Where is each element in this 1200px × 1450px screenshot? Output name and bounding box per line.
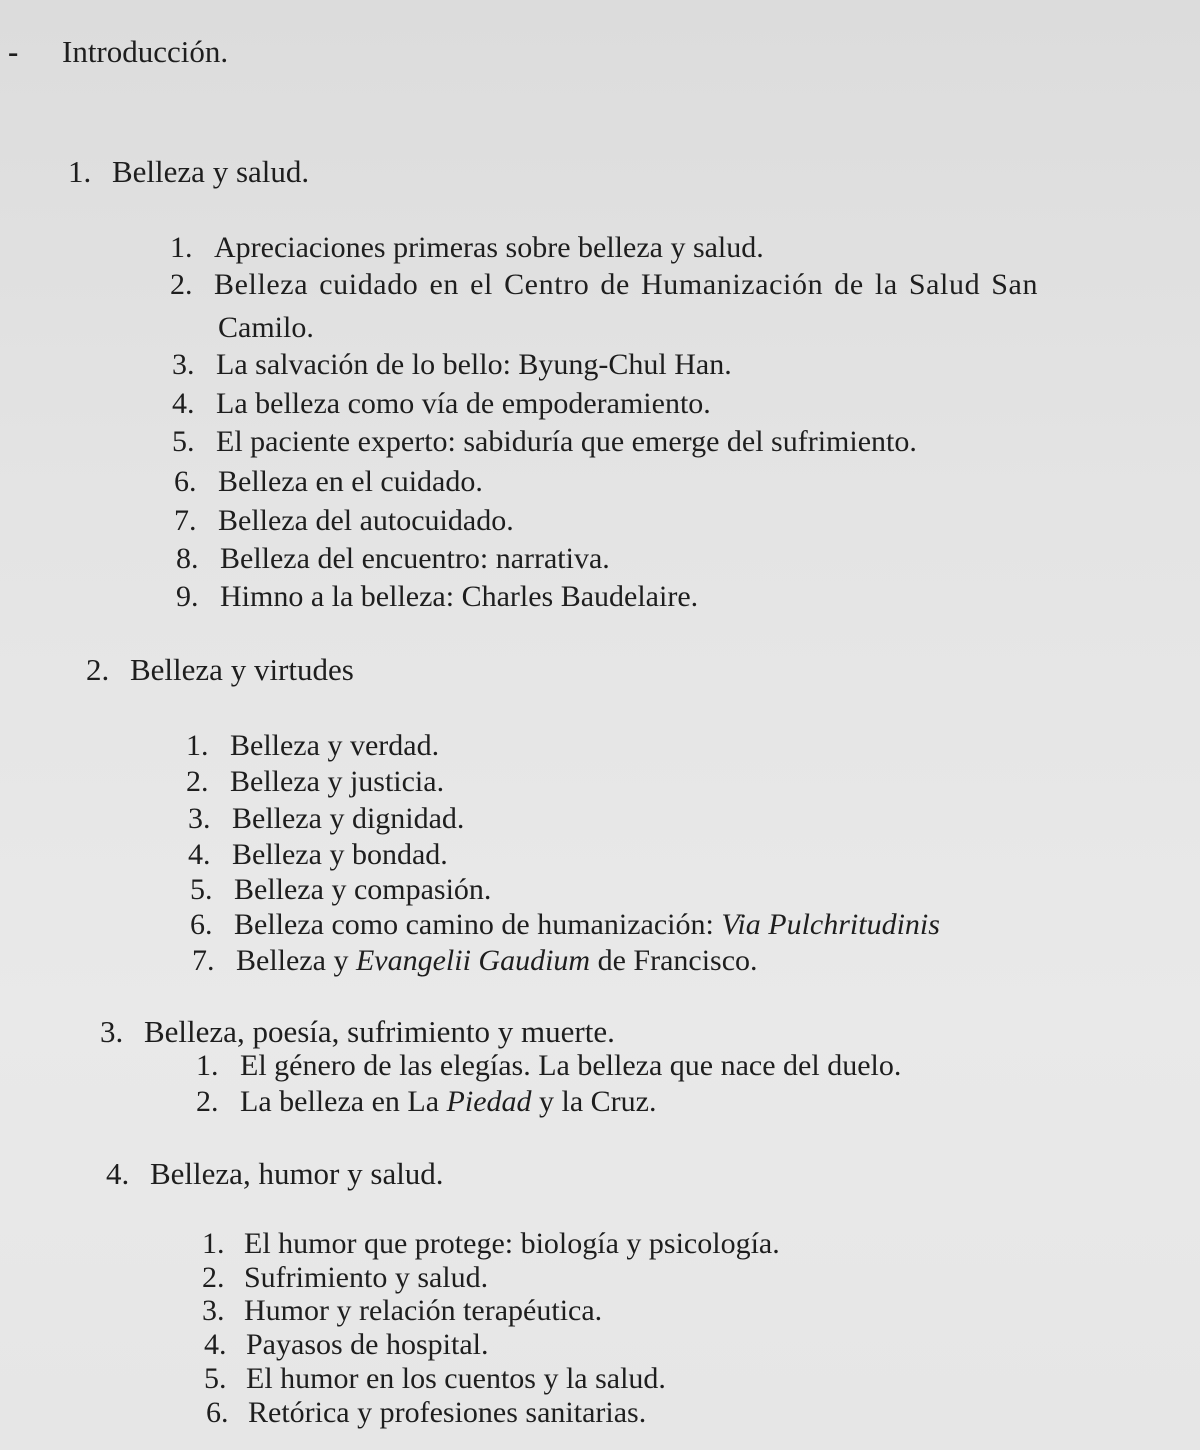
list-item <box>188 801 464 837</box>
list-item <box>190 907 940 943</box>
item-text: Humor y relación terapéutica. <box>244 1294 603 1327</box>
list-item-continuation: Camilo. <box>218 311 314 344</box>
list-item <box>174 464 483 500</box>
item-text: El humor en los cuentos y la salud. <box>246 1362 666 1395</box>
item-text: Apreciaciones primeras sobre belleza y salud. <box>214 231 764 264</box>
list-item <box>188 837 448 873</box>
list-item <box>206 1395 646 1431</box>
intro-bullet: - <box>8 34 19 69</box>
item-text: Retórica y profesiones sanitarias. <box>248 1396 647 1429</box>
item-number: 9. <box>176 580 199 613</box>
item-text: Belleza cuidado en el Centro de Humanización de la Salud San <box>214 268 1039 301</box>
item-text: Belleza y compasión. <box>234 873 492 906</box>
item-number: 5. <box>172 425 195 458</box>
item-number: 5. <box>204 1362 227 1395</box>
item-text: Himno a la belleza: Charles Baudelaire. <box>220 580 699 613</box>
item-text: La belleza en La <box>240 1085 447 1118</box>
list-item <box>196 1048 901 1084</box>
item-number: 4. <box>204 1328 227 1361</box>
intro-heading: Introducción. <box>62 34 229 69</box>
item-number: 3. <box>202 1294 225 1327</box>
list-item <box>190 872 491 908</box>
list-item <box>174 503 514 539</box>
list-item <box>172 424 917 460</box>
item-number: 6. <box>206 1396 229 1429</box>
item-italic-text: Piedad <box>446 1085 532 1118</box>
section-heading <box>106 1156 444 1192</box>
item-number: 2. <box>186 765 209 798</box>
item-number: 4. <box>188 838 211 871</box>
item-text: La salvación de lo bello: Byung-Chul Han. <box>216 348 732 381</box>
list-item <box>204 1361 666 1397</box>
section-title: Belleza y salud. <box>112 154 310 189</box>
list-item <box>202 1260 488 1296</box>
list-item <box>196 1084 656 1120</box>
section-title: Belleza y virtudes <box>130 652 354 687</box>
section-number: 1. <box>68 154 92 189</box>
item-text: Belleza en el cuidado. <box>218 465 483 498</box>
item-number: 5. <box>190 873 213 906</box>
item-text: Belleza del encuentro: narrativa. <box>220 542 610 575</box>
section-number: 2. <box>86 652 110 687</box>
item-number: 2. <box>170 268 193 301</box>
item-text: El humor que protege: biología y psicología. <box>244 1227 780 1260</box>
list-item <box>170 230 764 266</box>
section-heading <box>100 1014 615 1050</box>
item-number: 1. <box>186 729 209 762</box>
list-item <box>172 347 732 383</box>
section-heading <box>86 652 354 688</box>
item-text-after: de Francisco. <box>590 944 758 977</box>
list-item <box>186 728 439 764</box>
section-heading <box>68 154 309 190</box>
list-item <box>172 386 711 422</box>
list-item <box>186 764 444 800</box>
item-number: 1. <box>202 1227 225 1260</box>
item-text: Belleza como camino de humanización: <box>234 908 722 941</box>
list-item <box>202 1226 780 1262</box>
item-text: El género de las elegías. La belleza que nace del duelo. <box>240 1049 902 1082</box>
item-number: 3. <box>172 348 195 381</box>
item-number: 4. <box>172 387 195 420</box>
list-item <box>176 579 698 615</box>
item-text: Belleza y <box>236 944 356 977</box>
item-text: Belleza y verdad. <box>230 729 440 762</box>
item-italic-text: Via Pulchritudinis <box>721 908 940 941</box>
item-number: 2. <box>202 1261 225 1294</box>
item-number: 6. <box>190 908 213 941</box>
item-number: 6. <box>174 465 197 498</box>
item-text: Payasos de hospital. <box>246 1328 489 1361</box>
section-number: 4. <box>106 1156 130 1191</box>
section-number: 3. <box>100 1014 124 1049</box>
item-text: Belleza y bondad. <box>232 838 448 871</box>
list-item <box>204 1327 488 1363</box>
item-number: 3. <box>188 802 211 835</box>
section-title: Belleza, humor y salud. <box>150 1156 444 1191</box>
item-text: Sufrimiento y salud. <box>244 1261 489 1294</box>
list-item <box>192 943 758 979</box>
item-text: La belleza como vía de empoderamiento. <box>216 387 711 420</box>
item-text: Belleza del autocuidado. <box>218 504 514 537</box>
item-italic-text: Evangelii Gaudium <box>355 944 591 977</box>
list-item <box>176 541 610 577</box>
item-number: 1. <box>196 1049 219 1082</box>
item-number: 8. <box>176 542 199 575</box>
item-text: Belleza y dignidad. <box>232 802 465 835</box>
list-item <box>202 1293 602 1329</box>
item-text-after: y la Cruz. <box>531 1085 657 1118</box>
list-item <box>170 267 1038 303</box>
item-text: El paciente experto: sabiduría que emerge del sufrimiento. <box>216 425 917 458</box>
item-number: 1. <box>170 231 193 264</box>
item-number: 7. <box>174 504 197 537</box>
item-text: Belleza y justicia. <box>230 765 445 798</box>
section-title: Belleza, poesía, sufrimiento y muerte. <box>144 1014 615 1049</box>
item-number: 2. <box>196 1085 219 1118</box>
item-number: 7. <box>192 944 215 977</box>
